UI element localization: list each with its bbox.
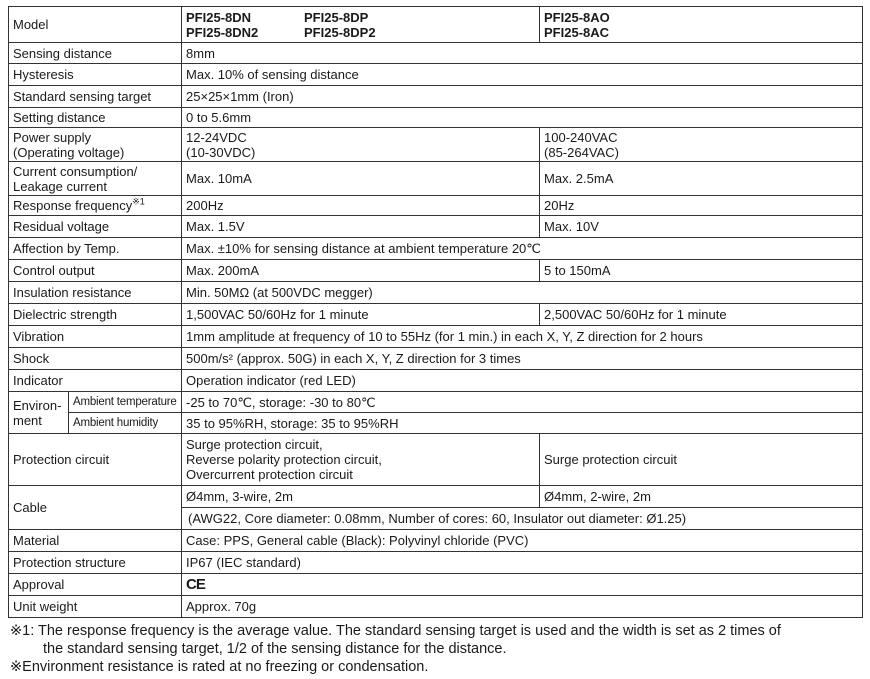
row-environment-humidity (9, 413, 863, 434)
power-supply-ac (540, 128, 863, 162)
model-ac-1: PFI25-8AO (544, 9, 610, 25)
row-sensing-distance (9, 43, 863, 64)
cable-dc: Ø4mm, 3-wire, 2m (182, 486, 540, 508)
weight-label: Unit weight (9, 596, 182, 618)
row-setting-distance (9, 108, 863, 128)
approval-value (182, 574, 863, 596)
indicator-label: Indicator (9, 370, 182, 392)
environment-label-1: Environ- (13, 397, 62, 413)
protection-ac: Surge protection circuit (540, 434, 863, 486)
residual-dc: Max. 1.5V (182, 216, 540, 238)
ambient-humidity-label: Ambient humidity (69, 413, 182, 434)
model-dc-2a: PFI25-8DN2 (186, 24, 259, 40)
ambient-humidity-value: 35 to 95%RH, storage: 35 to 95%RH (182, 413, 863, 434)
dielectric-label: Dielectric strength (9, 304, 182, 326)
vibration-value: 1mm amplitude at frequency of 10 to 55Hz (for 1 min.) in each X, Y, Z direction for 2 hours (182, 326, 863, 348)
protection-dc-2: Reverse polarity protection circuit, (186, 452, 382, 467)
response-label-cell (9, 196, 182, 216)
ambient-temperature-label: Ambient temperature (69, 392, 182, 413)
protection-dc (182, 434, 540, 486)
affection-value: Max. ±10% for sensing distance at ambient temperature 20℃ (182, 238, 863, 260)
model-dc-1b: PFI25-8DP (304, 9, 369, 25)
row-approval (9, 574, 863, 596)
protection-dc-3: Overcurrent protection circuit (186, 467, 353, 482)
cable-label: Cable (9, 486, 182, 530)
weight-value: Approx. 70g (182, 596, 863, 618)
affection-label: Affection by Temp. (9, 238, 182, 260)
power-supply-dc-1: 12-24VDC (186, 129, 247, 145)
model-dc-2b: PFI25-8DP2 (304, 24, 376, 40)
material-label: Material (9, 530, 182, 552)
row-cable (9, 486, 863, 508)
response-ac: 20Hz (540, 196, 863, 216)
approval-label: Approval (9, 574, 182, 596)
setting-distance-value: 0 to 5.6mm (182, 108, 863, 128)
current-label-1: Current consumption/ (13, 163, 138, 179)
row-affection-temp (9, 238, 863, 260)
current-label (9, 162, 182, 196)
response-dc: 200Hz (182, 196, 540, 216)
model-ac-cell (540, 7, 863, 43)
row-dielectric (9, 304, 863, 326)
power-supply-dc (182, 128, 540, 162)
control-label: Control output (9, 260, 182, 282)
row-indicator (9, 370, 863, 392)
environment-label (9, 392, 69, 434)
shock-value: 500m/s² (approx. 50G) in each X, Y, Z direction for 3 times (182, 348, 863, 370)
power-supply-label (9, 128, 182, 162)
specification-table (8, 6, 863, 618)
cable-detail: (AWG22, Core diameter: 0.08mm, Number of cores: 60, Insulator out diameter: Ø1.25) (182, 508, 863, 530)
shock-label: Shock (9, 348, 182, 370)
row-control-output (9, 260, 863, 282)
row-residual-voltage (9, 216, 863, 238)
ce-mark-icon: CE (186, 576, 205, 593)
environment-label-2: ment (13, 412, 42, 428)
power-supply-label-1: Power supply (13, 129, 92, 145)
footnote-2: ※Environment resistance is rated at no freezing or condensation. (10, 659, 429, 675)
footnote-1-line-1: ※1: The response frequency is the average value. The standard sensing target is used and the width is set as 2 times of (10, 623, 781, 639)
model-dc-names (186, 10, 535, 40)
current-dc: Max. 10mA (182, 162, 540, 196)
residual-label: Residual voltage (9, 216, 182, 238)
power-supply-label-2: (Operating voltage) (13, 144, 125, 160)
protection-structure-label: Protection structure (9, 552, 182, 574)
row-response-frequency (9, 196, 863, 216)
control-ac: 5 to 150mA (540, 260, 863, 282)
power-supply-dc-2: (10-30VDC) (186, 144, 256, 160)
row-material (9, 530, 863, 552)
hysteresis-label: Hysteresis (9, 64, 182, 86)
standard-target-label: Standard sensing target (9, 86, 182, 108)
control-dc: Max. 200mA (182, 260, 540, 282)
standard-target-value: 25×25×1mm (Iron) (182, 86, 863, 108)
row-hysteresis (9, 64, 863, 86)
protection-dc-1: Surge protection circuit, (186, 437, 323, 452)
sensing-distance-value: 8mm (182, 43, 863, 64)
footnotes (10, 622, 860, 676)
power-supply-ac-2: (85-264VAC) (544, 144, 619, 160)
model-dc-cell (182, 7, 540, 43)
dielectric-dc: 1,500VAC 50/60Hz for 1 minute (182, 304, 540, 326)
row-shock (9, 348, 863, 370)
protection-structure-value: IP67 (IEC standard) (182, 552, 863, 574)
sensing-distance-label: Sensing distance (9, 43, 182, 64)
setting-distance-label: Setting distance (9, 108, 182, 128)
row-insulation (9, 282, 863, 304)
insulation-label: Insulation resistance (9, 282, 182, 304)
current-ac: Max. 2.5mA (540, 162, 863, 196)
dielectric-ac: 2,500VAC 50/60Hz for 1 minute (540, 304, 863, 326)
model-ac-2: PFI25-8AC (544, 24, 610, 40)
residual-ac: Max. 10V (540, 216, 863, 238)
hysteresis-value: Max. 10% of sensing distance (182, 64, 863, 86)
material-value: Case: PPS, General cable (Black): Polyvinyl chloride (PVC) (182, 530, 863, 552)
current-label-2: Leakage current (13, 178, 107, 194)
row-power-supply (9, 128, 863, 162)
cable-ac: Ø4mm, 2-wire, 2m (540, 486, 863, 508)
protection-label: Protection circuit (9, 434, 182, 486)
row-model (9, 7, 863, 43)
response-footnote-mark: ※1 (132, 196, 145, 207)
row-protection-circuit (9, 434, 863, 486)
indicator-value: Operation indicator (red LED) (182, 370, 863, 392)
insulation-value: Min. 50MΩ (at 500VDC megger) (182, 282, 863, 304)
row-environment-temp (9, 392, 863, 413)
ambient-temperature-value: -25 to 70℃, storage: -30 to 80℃ (182, 392, 863, 413)
model-label: Model (9, 7, 182, 43)
model-dc-1a: PFI25-8DN (186, 9, 252, 25)
row-protection-structure (9, 552, 863, 574)
vibration-label: Vibration (9, 326, 182, 348)
row-unit-weight (9, 596, 863, 618)
row-vibration (9, 326, 863, 348)
row-standard-target (9, 86, 863, 108)
footnote-1-line-2: the standard sensing target, 1/2 of the sensing distance for the distance. (43, 641, 507, 657)
row-current-consumption (9, 162, 863, 196)
power-supply-ac-1: 100-240VAC (544, 129, 618, 145)
response-label: Response frequency (13, 198, 133, 213)
